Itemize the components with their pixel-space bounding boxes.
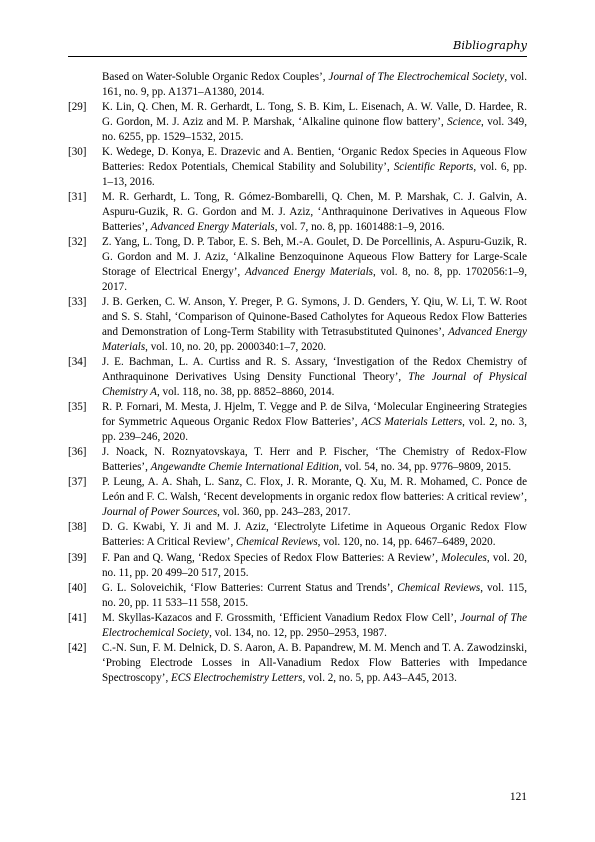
- reference-authors-title: K. Wedege, D. Konya, E. Drazevic and A. Bentien, ‘Organic Redox Species in Aqueous Flow Batteries: Redox Potentials, Chemical Stability and Solubility’,: [102, 146, 527, 174]
- reference-number: [29]: [68, 101, 87, 114]
- reference-details: , vol. 6, pp. 1–13, 2016.: [102, 161, 528, 189]
- reference-details: , vol. 115, no. 20, pp. 11 533–11 558, 2015.: [102, 581, 528, 609]
- reference-text: [102, 100, 527, 145]
- reference-authors-title: Z. Yang, L. Tong, D. P. Tabor, E. S. Beh, M.-A. Goulet, D. De Porcellinis, A. Aspuru-Guzik, R. G. Gordon and M. J. Aziz, ‘Alkaline Benzoquinone Aqueous Flow Battery for Large-Scale Storage of Electrical Energy’,: [102, 236, 527, 279]
- continuation-text: Based on Water-Soluble Organic Redox Couples’,: [102, 71, 329, 83]
- reference-authors-title: M. R. Gerhardt, L. Tong, R. Gómez-Bombarelli, Q. Chen, M. P. Marshak, C. J. Galvin, A. Aspuru-Guzik, R. G. Gordon and M. J. Aziz, ‘Anthraquinone Derivatives in Aqueous Flow Batteries’,: [102, 191, 527, 234]
- reference-details: , vol. 10, no. 20, pp. 2000340:1–7, 2020.: [145, 341, 327, 354]
- reference-venue: Molecules: [441, 551, 487, 564]
- reference-details: , vol. 120, no. 14, pp. 6467–6489, 2020.: [317, 536, 496, 549]
- reference-text: [102, 641, 527, 686]
- reference-text: [102, 551, 527, 581]
- reference-text: [102, 445, 527, 475]
- reference-item: [68, 641, 527, 686]
- reference-number: [37]: [68, 476, 87, 489]
- reference-authors-title: C.-N. Sun, F. M. Delnick, D. S. Aaron, A. B. Papandrew, M. M. Mench and T. A. Zawodzinski, ‘Probing Electrode Losses in All-Vanadium Redox Flow Batteries with Impedance Spectroscopy’,: [102, 641, 527, 684]
- page-number: 121: [509, 791, 527, 803]
- reference-venue: Journal of The Electrochemical Society: [102, 611, 527, 639]
- reference-item: [68, 581, 527, 611]
- reference-authors-title: J. B. Gerken, C. W. Anson, Y. Preger, P. G. Symons, J. D. Genders, Y. Qiu, W. Li, T. W. Root and S. S. Stahl, ‘Comparison of Quinone-Based Catholytes for Aqueous Redox Flow Batteries and Demonstration of Long-Term Stability with Tetrasubstituted Quinones’,: [102, 296, 527, 339]
- reference-details: , vol. 134, no. 12, pp. 2950–2953, 1987.: [209, 626, 387, 639]
- reference-item: [68, 475, 527, 520]
- reference-venue: Chemical Reviews: [236, 536, 318, 549]
- reference-text: [102, 611, 527, 641]
- reference-text: [102, 235, 527, 295]
- reference-details: , vol. 118, no. 38, pp. 8852–8860, 2014.: [156, 386, 335, 399]
- reference-item: [68, 235, 527, 295]
- reference-item: [68, 355, 527, 400]
- reference-details: , vol. 2, no. 3, pp. 239–246, 2020.: [102, 416, 527, 444]
- reference-number: [34]: [68, 356, 87, 369]
- reference-text: [102, 190, 527, 235]
- reference-number: [32]: [68, 236, 87, 249]
- reference-authors-title: R. P. Fornari, M. Mesta, J. Hjelm, T. Vegge and P. de Silva, ‘Molecular Engineering Strategies for Symmetric Aqueous Organic Redox Flow Batteries’,: [102, 401, 527, 429]
- reference-number: [35]: [68, 401, 87, 414]
- reference-details: , vol. 54, no. 34, pp. 9776–9809, 2015.: [338, 461, 512, 474]
- reference-venue: Advanced Energy Materials: [244, 266, 373, 279]
- reference-authors-title: M. Skyllas-Kazacos and F. Grossmith, ‘Efficient Vanadium Redox Flow Cell’,: [102, 611, 461, 624]
- reference-text: [102, 581, 527, 611]
- reference-number: [40]: [68, 581, 87, 594]
- reference-text: [102, 145, 527, 190]
- reference-number: [38]: [68, 521, 87, 534]
- reference-details: , vol. 20, no. 11, pp. 20 499–20 517, 2015.: [102, 551, 527, 579]
- reference-item: [68, 445, 527, 475]
- reference-authors-title: F. Pan and Q. Wang, ‘Redox Species of Redox Flow Batteries: A Review’,: [102, 551, 442, 564]
- reference-list: [68, 70, 527, 686]
- reference-item: [68, 520, 527, 550]
- reference-number: [42]: [68, 641, 87, 654]
- reference-text: [102, 475, 527, 520]
- reference-number: [41]: [68, 611, 87, 624]
- reference-details: , vol. 360, pp. 243–283, 2017.: [217, 506, 351, 519]
- reference-venue: Advanced Energy Materials: [150, 221, 275, 234]
- reference-authors-title: G. L. Soloveichik, ‘Flow Batteries: Current Status and Trends’,: [102, 581, 398, 594]
- reference-text: [102, 295, 527, 355]
- reference-number: [33]: [68, 296, 87, 309]
- reference-continuation: [102, 70, 527, 100]
- reference-number: [30]: [68, 146, 87, 159]
- reference-venue: Journal of Power Sources: [102, 506, 218, 519]
- reference-text: [102, 400, 527, 445]
- running-header: Bibliography: [452, 38, 527, 52]
- reference-number: [39]: [68, 551, 87, 564]
- reference-item: [68, 400, 527, 445]
- reference-venue: Angewandte Chemie International Edition: [150, 461, 339, 474]
- reference-details: , vol. 7, no. 8, pp. 1601488:1–9, 2016.: [274, 221, 445, 234]
- reference-authors-title: D. G. Kwabi, Y. Ji and M. J. Aziz, ‘Electrolyte Lifetime in Aqueous Organic Redox Flow Batteries: A Critical Review’,: [102, 521, 527, 549]
- reference-authors-title: J. Noack, N. Roznyatovskaya, T. Herr and P. Fischer, ‘The Chemistry of Redox-Flow Batteries’,: [102, 446, 527, 474]
- reference-authors-title: J. E. Bachman, L. A. Curtiss and R. S. Assary, ‘Investigation of the Redox Chemistry of Anthraquinone Derivatives Using Density Functional Theory’,: [102, 356, 527, 384]
- reference-details: , vol. 2, no. 5, pp. A43–A45, 2013.: [302, 671, 457, 684]
- reference-venue: ACS Materials Letters: [361, 416, 463, 429]
- continuation-tail: , vol. 161, no. 9, pp. A1371–A1380, 2014.: [102, 71, 528, 99]
- reference-venue: Science: [447, 116, 482, 129]
- reference-venue: The Journal of Physical Chemistry A: [102, 371, 527, 399]
- reference-details: , vol. 8, no. 8, pp. 1702056:1–9, 2017.: [102, 266, 527, 294]
- reference-authors-title: P. Leung, A. A. Shah, L. Sanz, C. Flox, J. R. Morante, Q. Xu, M. R. Mohamed, C. Ponce de León and F. C. Walsh, ‘Recent developments in organic redox flow batteries: A critical review’,: [102, 476, 527, 504]
- reference-number: [36]: [68, 446, 87, 459]
- reference-item: [68, 190, 527, 235]
- reference-venue: Scientific Reports: [393, 161, 474, 174]
- reference-item: [68, 611, 527, 641]
- reference-venue: ECS Electrochemistry Letters: [171, 671, 303, 684]
- continuation-venue: Journal of The Electrochemical Society: [328, 71, 505, 83]
- reference-item: [68, 551, 527, 581]
- reference-details: , vol. 349, no. 6255, pp. 1529–1532, 2015.: [102, 116, 528, 144]
- reference-authors-title: K. Lin, Q. Chen, M. R. Gerhardt, L. Tong, S. B. Kim, L. Eisenach, A. W. Valle, D. Hardee, R. G. Gordon, M. J. Aziz and M. P. Marshak, ‘Alkaline quinone flow battery’,: [102, 101, 527, 129]
- reference-text: [102, 520, 527, 550]
- reference-item: [68, 100, 527, 145]
- reference-item: [68, 295, 527, 355]
- reference-number: [31]: [68, 191, 87, 204]
- reference-venue: Chemical Reviews: [397, 581, 481, 594]
- reference-item: [68, 145, 527, 190]
- reference-venue: Advanced Energy Materials: [102, 326, 527, 354]
- header-rule: [68, 56, 527, 57]
- reference-text: [102, 355, 527, 400]
